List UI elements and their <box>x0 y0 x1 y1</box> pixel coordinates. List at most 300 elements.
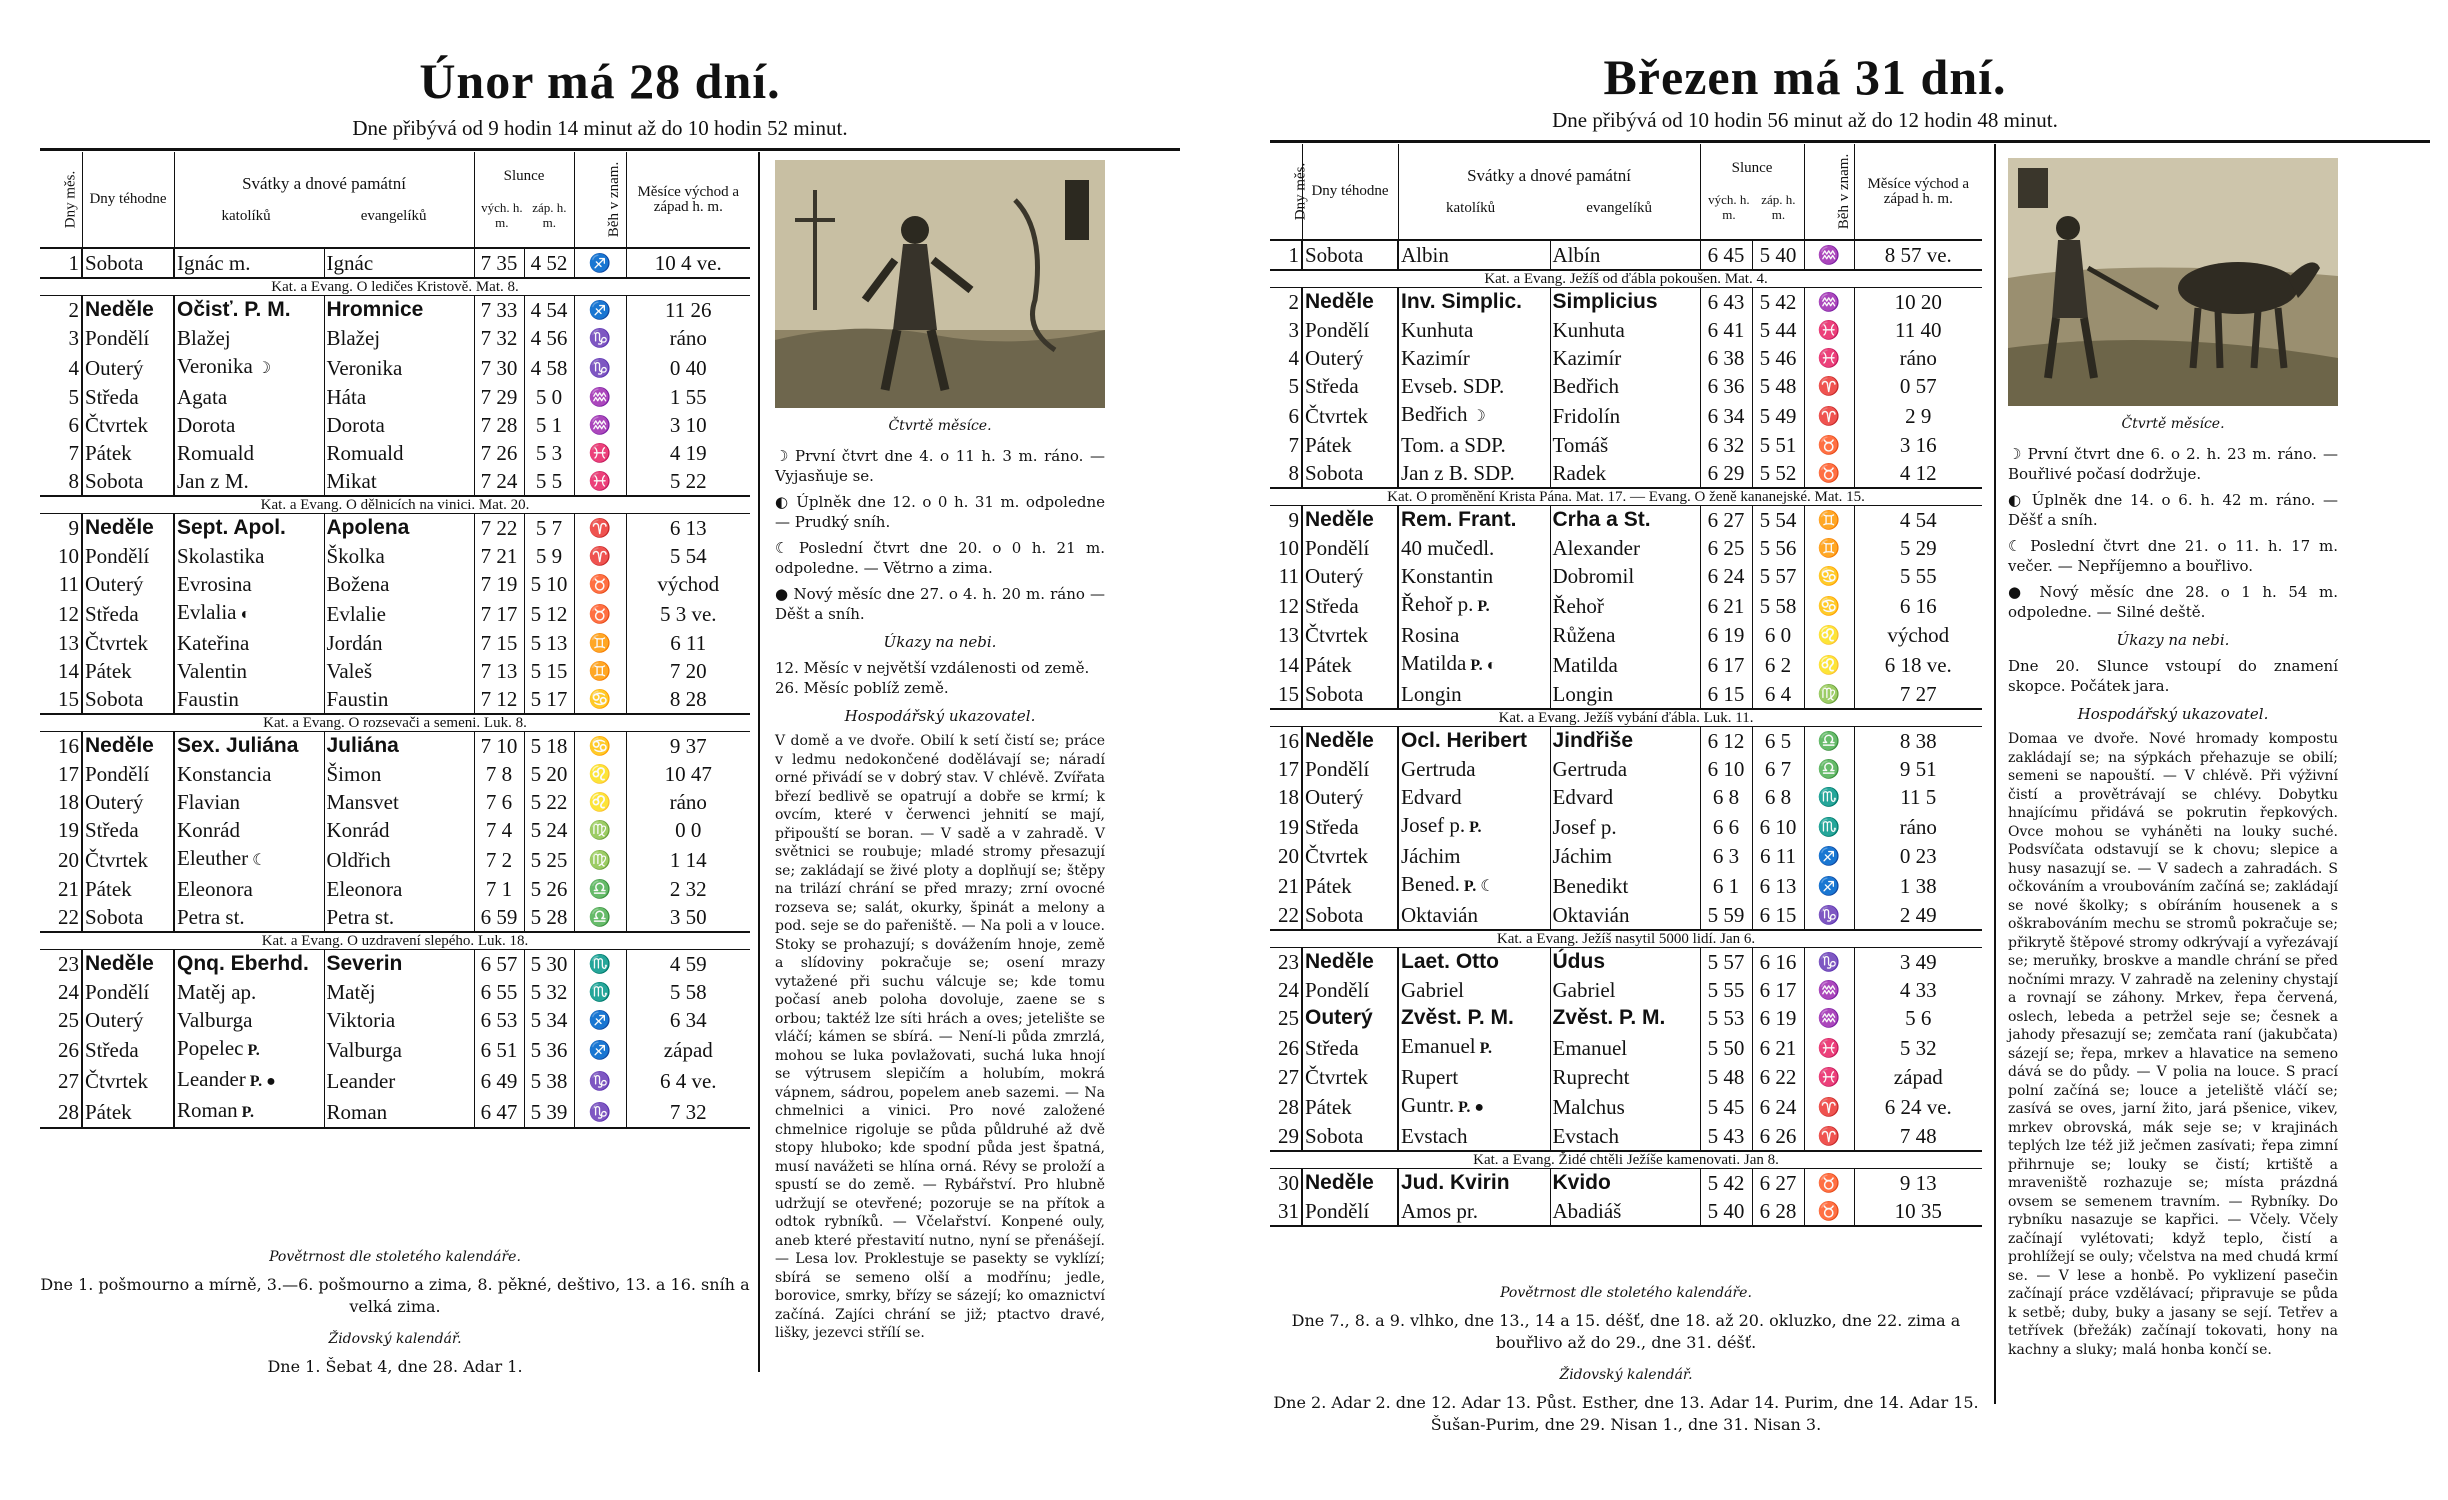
weekday-name: Sobota <box>1302 901 1398 930</box>
catholic-feast <box>174 352 324 383</box>
weekday-name: Outerý <box>1302 783 1398 811</box>
calendar-row <box>1270 1122 1982 1151</box>
day-number: 6 <box>40 411 82 439</box>
calendar-row <box>40 685 750 714</box>
zodiac-sign-icon: ♊ <box>1804 506 1854 535</box>
zodiac-sign-icon: ♒ <box>574 411 626 439</box>
moon-time: 2 32 <box>669 877 707 901</box>
catholic-feast <box>1398 240 1550 270</box>
catholic-feast <box>1398 727 1550 756</box>
moon-time: ráno <box>669 790 707 814</box>
weekday-name: Pondělí <box>1302 1197 1398 1226</box>
sunset-time: 4 52 <box>524 248 574 278</box>
sunset-time: 5 9 <box>524 542 574 570</box>
catholic-feast-text: Ignác m. <box>177 251 251 275</box>
moon-time: 11 40 <box>1895 318 1942 342</box>
catholic-feast <box>1398 562 1550 590</box>
moon-time: 5 55 <box>1899 564 1937 588</box>
sunset-time: 5 42 <box>1752 288 1804 317</box>
calendar-row <box>40 978 750 1006</box>
calendar-row <box>1270 316 1982 344</box>
zodiac-sign-icon: ♏ <box>574 950 626 979</box>
day-number: 1 <box>40 248 82 278</box>
moon-time: západ <box>663 1037 713 1062</box>
catholic-feast-text: Eleonora <box>177 877 253 901</box>
sunset-time: 5 10 <box>524 570 574 598</box>
sunrise-time: 6 32 <box>1700 431 1752 459</box>
sunset-time: 6 4 <box>1752 680 1804 709</box>
day-number: 16 <box>40 732 82 761</box>
catholic-feast <box>174 875 324 903</box>
gospel-text: Kat. a Evang. Židé chtěli Ježíše kamenovati. Jan 8. <box>1270 1151 1982 1169</box>
weekday-name: Outerý <box>82 570 174 598</box>
sunrise-time: 6 12 <box>1700 727 1752 756</box>
page-title: Březen má 31 dní. <box>1603 49 2007 105</box>
day-number: 2 <box>40 296 82 325</box>
day-number: 4 <box>1270 344 1302 372</box>
weekday-name: Neděle <box>1302 1169 1398 1198</box>
sunset-time: 5 25 <box>524 844 574 875</box>
catholic-feast-text: Josef p. <box>1401 813 1466 837</box>
zodiac-sign-icon: ♉ <box>1804 459 1854 488</box>
evangelical-feast: Gertruda <box>1550 755 1700 783</box>
moon-time: 6 34 <box>669 1008 707 1032</box>
day-number: 20 <box>40 844 82 875</box>
zodiac-sign-icon: ♋ <box>1804 590 1854 621</box>
evangelical-feast: Mansvet <box>324 788 474 816</box>
weekday-name: Středa <box>82 383 174 411</box>
sunrise-time: 7 33 <box>474 296 524 325</box>
sunrise-time: 5 55 <box>1700 976 1752 1004</box>
col-day-of-month: Dny měs. <box>1270 144 1302 240</box>
sunset-time: 6 21 <box>1752 1032 1804 1063</box>
catholic-feast <box>1398 288 1550 317</box>
sunrise-time: 5 50 <box>1700 1032 1752 1063</box>
catholic-feast <box>174 570 324 598</box>
moon-time: 1 14 <box>669 847 707 872</box>
day-number: 12 <box>40 598 82 629</box>
calendar-row <box>40 903 750 932</box>
sunrise-time: 6 25 <box>1700 534 1752 562</box>
sunset-time: 5 40 <box>1752 240 1804 270</box>
moon-time: 6 4 ve. <box>659 1068 717 1093</box>
calendar-row <box>1270 590 1982 621</box>
weekday-name: Outerý <box>82 788 174 816</box>
jewish-title: Židovský kalendář. <box>328 1331 462 1347</box>
fasting-mark: P. <box>1463 878 1477 895</box>
catholic-feast <box>1398 783 1550 811</box>
catholic-feast-text: Rupert <box>1401 1065 1459 1089</box>
fasting-mark: P. <box>1477 598 1490 615</box>
phase-2: ◐ Úplněk dne 12. o 0 h. 31 m. odpoledne — Prudký sníh. <box>775 493 1105 531</box>
sunrise-time: 7 10 <box>474 732 524 761</box>
weekday-name: Sobota <box>82 685 174 714</box>
day-number: 28 <box>1270 1091 1302 1122</box>
sunrise-time: 7 30 <box>474 352 524 383</box>
catholic-feast-text: Jan z M. <box>177 469 249 493</box>
catholic-feast <box>174 1065 324 1096</box>
catholic-feast <box>1398 870 1550 901</box>
economy-title: Hospodářský ukazovatel. <box>844 707 1036 725</box>
moon-time: 2 9 <box>1905 403 1932 428</box>
sunset-time: 4 54 <box>524 296 574 325</box>
catholic-feast <box>174 732 324 761</box>
day-number: 17 <box>40 760 82 788</box>
evangelical-feast: Benedikt <box>1550 870 1700 901</box>
weekday-name: Středa <box>1302 590 1398 621</box>
catholic-feast <box>174 788 324 816</box>
phase-3: ☾ Poslední čtvrt dne 20. o 0 h. 21 m. odpoledne. — Větrno a zima. <box>775 539 1105 577</box>
weekday-name: Čtvrtek <box>1302 621 1398 649</box>
moon-time: 3 49 <box>1899 950 1937 974</box>
zodiac-sign-icon: ♒ <box>574 383 626 411</box>
catholic-feast <box>1398 755 1550 783</box>
evangelical-feast: Faustin <box>324 685 474 714</box>
calendar-row <box>40 1006 750 1034</box>
sunset-time: 5 52 <box>1752 459 1804 488</box>
sunrise-time: 7 13 <box>474 657 524 685</box>
sunset-time: 5 44 <box>1752 316 1804 344</box>
gospel-text: Kat. a Evang. O uzdravení slepého. Luk. 18. <box>40 932 750 950</box>
moon-time: západ <box>1893 1065 1943 1089</box>
zodiac-sign-icon: ♈ <box>574 542 626 570</box>
weekday-name: Čtvrtek <box>82 1065 174 1096</box>
sunset-time: 5 48 <box>1752 372 1804 400</box>
moon-phase-icon: ☽ <box>1471 408 1486 425</box>
calendar-row <box>40 324 750 352</box>
gospel-text: Kat. a Evang. Ježíš vybání ďábla. Luk. 11. <box>1270 709 1982 727</box>
moon-time: 6 11 <box>670 631 707 655</box>
catholic-feast-text: Řehoř p. <box>1401 592 1474 616</box>
zodiac-sign-icon: ♍ <box>574 844 626 875</box>
zodiac-sign-icon: ♋ <box>574 685 626 714</box>
catholic-feast-text: Kunhuta <box>1401 318 1474 342</box>
moon-phase-icon: ● <box>1474 1099 1485 1116</box>
evangelical-feast: Fridolín <box>1550 400 1700 431</box>
calendar-row <box>1270 344 1982 372</box>
weekday-name: Neděle <box>1302 948 1398 977</box>
calendar-row <box>1270 534 1982 562</box>
calendar-row <box>40 352 750 383</box>
phase-4: ● Nový měsíc dne 28. o 1 h. 54 m. odpoledne. — Silné deště. <box>2008 583 2338 621</box>
zodiac-sign-icon: ♈ <box>574 514 626 543</box>
weekday-name: Sobota <box>82 248 174 278</box>
catholic-feast-text: 40 mučedl. <box>1401 536 1495 560</box>
catholic-feast-text: Bened. <box>1401 872 1460 896</box>
zodiac-sign-icon: ♐ <box>574 248 626 278</box>
zodiac-sign-icon: ♏ <box>1804 811 1854 842</box>
sunrise-time: 7 2 <box>474 844 524 875</box>
calendar-row <box>1270 372 1982 400</box>
catholic-feast <box>1398 372 1550 400</box>
gospel-header <box>1270 270 1982 288</box>
calendar-row <box>40 570 750 598</box>
sunrise-time: 6 38 <box>1700 344 1752 372</box>
evangelical-feast: Crha a St. <box>1550 506 1700 535</box>
catholic-feast <box>1398 811 1550 842</box>
evangelical-feast: Kunhuta <box>1550 316 1700 344</box>
catholic-feast <box>1398 459 1550 488</box>
sunset-time: 5 0 <box>524 383 574 411</box>
sky-item-1: 12. Měsíc v největší vzdálenosti od země. <box>775 659 1090 677</box>
zodiac-sign-icon: ♈ <box>1804 1091 1854 1122</box>
day-number: 25 <box>40 1006 82 1034</box>
calendar-table <box>1270 144 1982 1227</box>
catholic-feast <box>174 383 324 411</box>
weekday-name: Sobota <box>1302 680 1398 709</box>
weekday-name: Čtvrtek <box>82 629 174 657</box>
day-number: 19 <box>40 816 82 844</box>
gospel-text: Kat. a Evang. O ledičes Kristově. Mat. 8. <box>40 278 750 296</box>
zodiac-sign-icon: ♐ <box>574 296 626 325</box>
sunset-time: 5 24 <box>524 816 574 844</box>
moon-time: ráno <box>1899 814 1937 839</box>
weekday-name: Pondělí <box>82 760 174 788</box>
day-number: 27 <box>1270 1063 1302 1091</box>
moon-phase-icon: ◐ <box>1486 657 1497 674</box>
sunset-time: 5 39 <box>524 1096 574 1128</box>
calendar-row <box>1270 1197 1982 1226</box>
moon-time: 5 54 <box>669 544 707 568</box>
catholic-feast-text: Rem. Frant. <box>1401 508 1517 531</box>
sunrise-time: 6 51 <box>474 1034 524 1065</box>
moon-time: 10 47 <box>664 762 712 786</box>
moon-time: 5 58 <box>669 980 707 1004</box>
catholic-feast <box>1398 400 1550 431</box>
sunrise-time: 6 21 <box>1700 590 1752 621</box>
catholic-feast-text: Amos pr. <box>1401 1199 1479 1223</box>
moon-time: 0 40 <box>669 355 707 380</box>
moon-phase-icon: ◐ <box>240 606 251 623</box>
col-weekday: Dny téhodne <box>1302 144 1398 240</box>
catholic-feast <box>1398 506 1550 535</box>
moon-time: 5 3 ve. <box>659 601 717 626</box>
page-title: Únor má 28 dní. <box>419 53 781 109</box>
day-number: 11 <box>40 570 82 598</box>
catholic-feast-text: Veronika <box>177 354 253 378</box>
moon-phase-icon: ☾ <box>252 852 267 869</box>
moon-time: 7 32 <box>626 1096 750 1128</box>
col-weekday: Dny téhodne <box>82 152 174 248</box>
sunrise-time: 7 29 <box>474 383 524 411</box>
weekday-name: Čtvrtek <box>1302 400 1398 431</box>
phase-3: ☾ Poslední čtvrt dne 21. o 11. h. 17 m. večer. — Nepříjemno a bouřlivo. <box>2008 537 2338 575</box>
weekday-name: Sobota <box>82 467 174 496</box>
sunrise-time: 7 12 <box>474 685 524 714</box>
weekday-name: Pátek <box>1302 1091 1398 1122</box>
weekday-name: Sobota <box>1302 240 1398 270</box>
catholic-feast <box>174 903 324 932</box>
catholic-feast <box>174 978 324 1006</box>
weather-text: Dne 7., 8. a 9. vlhko, dne 13., 14 a 15. déšť, dne 18. až 20. okluzko, dne 22. zima a bouřlivo až do 29., dne 31. déšť. <box>1291 1311 1961 1352</box>
fasting-mark: P. <box>1469 819 1482 836</box>
day-number: 31 <box>1270 1197 1302 1226</box>
catholic-feast-text: Jud. Kvirin <box>1401 1171 1510 1194</box>
sunrise-time: 6 43 <box>1700 288 1752 317</box>
catholic-feast <box>174 296 324 325</box>
fasting-mark: P. <box>247 1042 260 1059</box>
weekday-name: Neděle <box>1302 727 1398 756</box>
sunset-time: 5 18 <box>524 732 574 761</box>
catholic-feast-text: Evrosina <box>177 572 252 596</box>
sunrise-time: 7 24 <box>474 467 524 496</box>
weekday-name: Pátek <box>1302 431 1398 459</box>
calendar-row <box>1270 948 1982 977</box>
sunrise-time: 5 48 <box>1700 1063 1752 1091</box>
sunset-time: 5 12 <box>524 598 574 629</box>
evangelical-feast: Eleonora <box>324 875 474 903</box>
evangelical-feast: Abadiáš <box>1550 1197 1700 1226</box>
sunrise-time: 6 41 <box>1700 316 1752 344</box>
moon-time: 11 5 <box>1900 785 1937 809</box>
catholic-feast-text: Sept. Apol. <box>177 516 286 539</box>
sunrise-time: 6 17 <box>1700 649 1752 680</box>
day-number: 3 <box>40 324 82 352</box>
sunset-time: 6 0 <box>1752 621 1804 649</box>
catholic-feast <box>174 629 324 657</box>
phase-1: ☽ První čtvrt dne 4. o 11 h. 3 m. ráno. — Vyjasňuje se. <box>775 447 1105 485</box>
catholic-feast <box>1398 1032 1550 1063</box>
sunset-time: 5 7 <box>524 514 574 543</box>
gospel-header <box>40 496 750 514</box>
col-feasts: Svátky a dnové památní katolíků evangelíků <box>174 152 474 248</box>
zodiac-sign-icon: ♓ <box>1804 344 1854 372</box>
sunrise-time: 6 53 <box>474 1006 524 1034</box>
sunrise-time: 5 57 <box>1700 948 1752 977</box>
zodiac-sign-icon: ♑ <box>574 1096 626 1128</box>
evangelical-feast: Longin <box>1550 680 1700 709</box>
sunrise-time: 6 59 <box>474 903 524 932</box>
calendar-row <box>1270 506 1982 535</box>
calendar-row <box>1270 1032 1982 1063</box>
day-number: 3 <box>1270 316 1302 344</box>
zodiac-sign-icon: ♊ <box>574 629 626 657</box>
evangelical-feast: Severin <box>324 950 474 979</box>
zodiac-sign-icon: ♈ <box>1804 400 1854 431</box>
gospel-text: Kat. a Evang. Ježíš nasytil 5000 lidí. Jan 6. <box>1270 930 1982 948</box>
moon-time: 3 16 <box>1899 433 1937 457</box>
catholic-feast-text: Edvard <box>1401 785 1462 809</box>
day-number: 26 <box>1270 1032 1302 1063</box>
sunset-time: 6 10 <box>1752 811 1804 842</box>
catholic-feast-text: Skolastika <box>177 544 265 568</box>
calendar-row <box>40 760 750 788</box>
zodiac-sign-icon: ♈ <box>1804 372 1854 400</box>
moon-time: 11 26 <box>665 298 712 322</box>
moon-time: 5 22 <box>669 469 707 493</box>
sunrise-time: 6 57 <box>474 950 524 979</box>
zodiac-sign-icon: ♌ <box>1804 649 1854 680</box>
sunset-time: 6 15 <box>1752 901 1804 930</box>
weekday-name: Sobota <box>1302 1122 1398 1151</box>
fasting-mark: P. <box>241 1104 254 1121</box>
col-day-of-month: Dny měs. <box>40 152 82 248</box>
zodiac-sign-icon: ♑ <box>574 324 626 352</box>
sunrise-time: 5 45 <box>1700 1091 1752 1122</box>
catholic-feast-text: Kateřina <box>177 631 250 655</box>
moon-time: 4 54 <box>1899 508 1937 532</box>
sky-item-2: 26. Měsíc poblíž země. <box>775 679 949 697</box>
day-number: 11 <box>1270 562 1302 590</box>
calendar-row <box>40 788 750 816</box>
sunset-time: 5 20 <box>524 760 574 788</box>
weekday-name: Středa <box>82 816 174 844</box>
zodiac-sign-icon: ♓ <box>1804 1063 1854 1091</box>
evangelical-feast: Matěj <box>324 978 474 1006</box>
catholic-feast <box>1398 680 1550 709</box>
calendar-row <box>1270 755 1982 783</box>
sunset-time: 5 46 <box>1752 344 1804 372</box>
illustration <box>2008 158 2338 406</box>
sunrise-time: 7 6 <box>474 788 524 816</box>
sunset-time: 5 32 <box>524 978 574 1006</box>
moon-time: 4 59 <box>669 952 707 976</box>
day-number: 30 <box>1270 1169 1302 1198</box>
gospel-text: Kat. O proměnění Krista Pána. Mat. 17. — Evang. O ženě kananejské. Mat. 15. <box>1270 488 1982 506</box>
header-rule <box>1270 140 2430 143</box>
evangelical-feast: Valburga <box>324 1034 474 1065</box>
gospel-text: Kat. a Evang. O rozsevači a semeni. Luk. 8. <box>40 714 750 732</box>
moon-time: 6 13 <box>669 516 707 540</box>
day-number: 5 <box>40 383 82 411</box>
footer <box>1270 1282 1982 1436</box>
day-number: 10 <box>1270 534 1302 562</box>
catholic-feast <box>1398 534 1550 562</box>
catholic-feast <box>174 844 324 875</box>
sunset-time: 5 51 <box>1752 431 1804 459</box>
moon-time: 6 18 ve. <box>1884 652 1952 677</box>
calendar-row <box>40 1065 750 1096</box>
catholic-feast <box>174 760 324 788</box>
col-sun: Slunce vých. h. m. záp. h. m. <box>474 152 574 248</box>
weekday-name: Neděle <box>82 514 174 543</box>
zodiac-sign-icon: ♒ <box>1804 288 1854 317</box>
evangelical-feast: Leander <box>324 1065 474 1096</box>
day-number: 16 <box>1270 727 1302 756</box>
jewish-title: Židovský kalendář. <box>1559 1367 1693 1383</box>
evangelical-feast: Jordán <box>324 629 474 657</box>
sunset-time: 6 22 <box>1752 1063 1804 1091</box>
weekday-name: Čtvrtek <box>1302 842 1398 870</box>
catholic-feast-text: Agata <box>177 385 228 409</box>
catholic-feast <box>174 816 324 844</box>
day-number: 23 <box>1270 948 1302 977</box>
calendar-row <box>40 1096 750 1128</box>
sunset-time: 6 19 <box>1752 1004 1804 1032</box>
sunset-time: 5 54 <box>1752 506 1804 535</box>
zodiac-sign-icon: ♋ <box>574 732 626 761</box>
zodiac-sign-icon: ♒ <box>1804 1004 1854 1032</box>
evangelical-feast: Romuald <box>324 439 474 467</box>
zodiac-sign-icon: ♉ <box>1804 1197 1854 1226</box>
moon-phase-icon: ☾ <box>1480 878 1495 895</box>
day-number: 23 <box>40 950 82 979</box>
moon-time: 4 12 <box>1899 461 1937 485</box>
moon-time: 7 27 <box>1899 682 1937 706</box>
zodiac-sign-icon: ♐ <box>574 1006 626 1034</box>
evangelical-feast: Viktoria <box>324 1006 474 1034</box>
calendar-row <box>1270 842 1982 870</box>
catholic-feast-text: Ocl. Heribert <box>1401 729 1528 752</box>
catholic-feast <box>1398 842 1550 870</box>
zodiac-sign-icon: ♉ <box>574 598 626 629</box>
catholic-feast-text: Konstancia <box>177 762 272 786</box>
illustration <box>775 160 1105 408</box>
weekday-name: Pátek <box>1302 649 1398 680</box>
evangelical-feast: Josef p. <box>1550 811 1700 842</box>
evangelical-feast: Roman <box>324 1096 474 1128</box>
weekday-name: Neděle <box>82 950 174 979</box>
